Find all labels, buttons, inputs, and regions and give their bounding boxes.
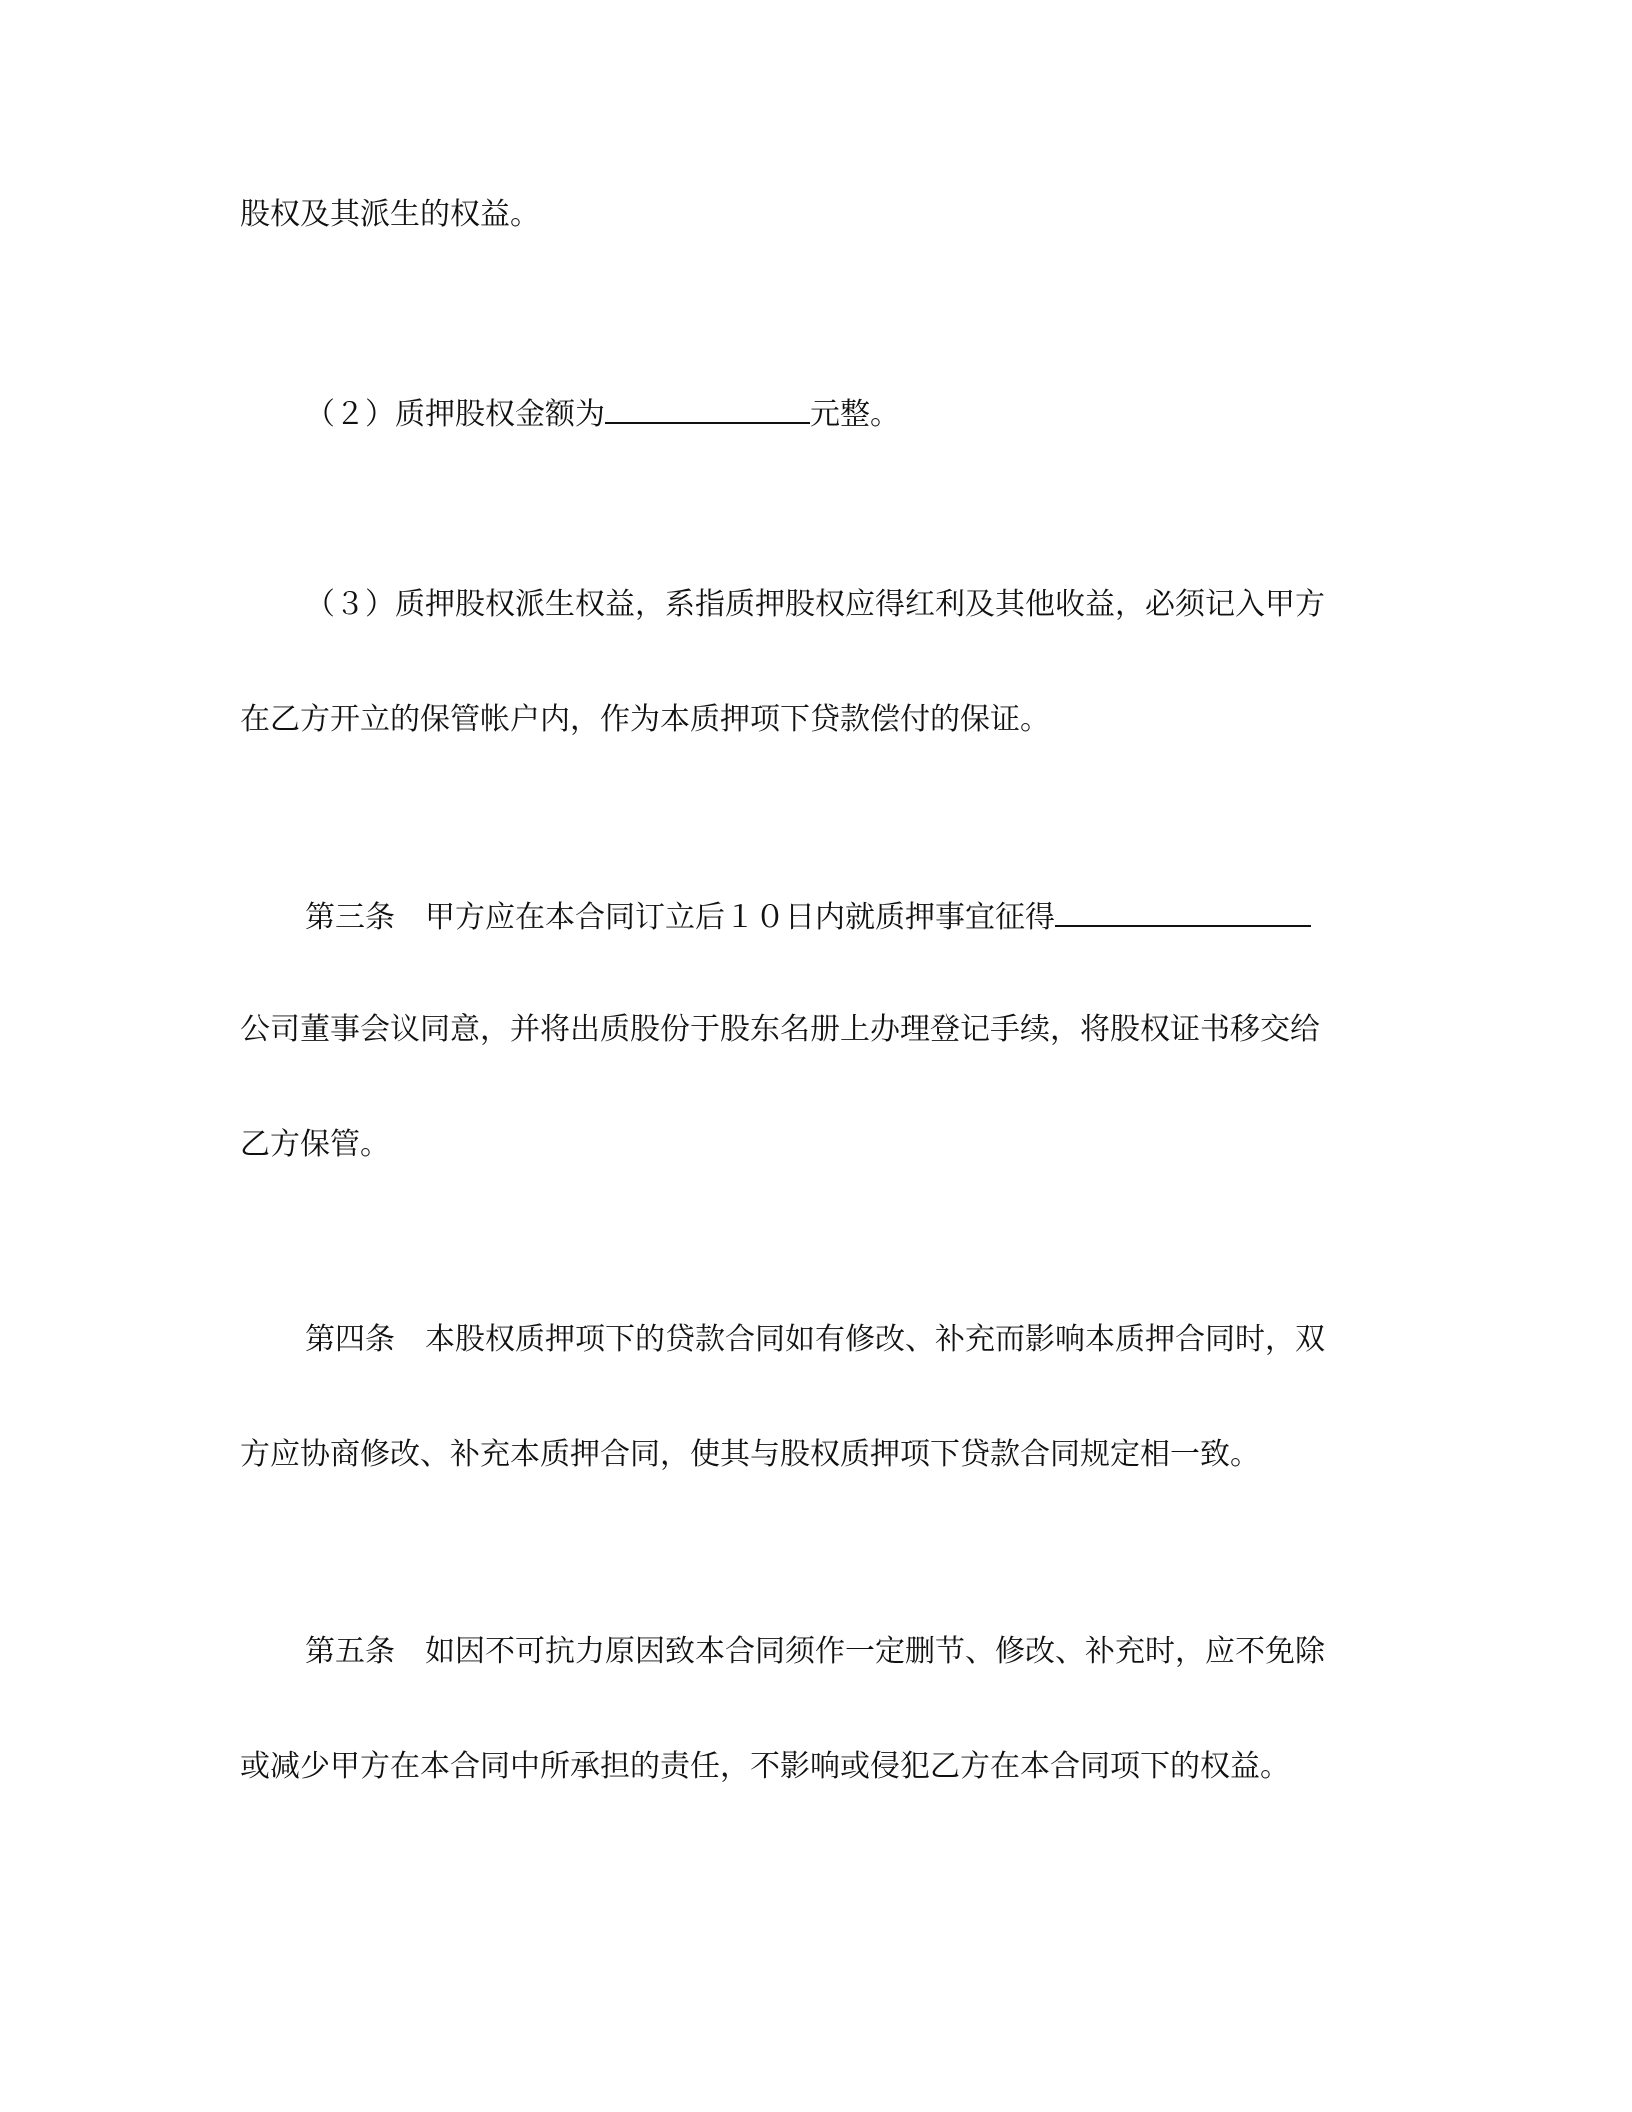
paragraph-line <box>240 1125 390 1165</box>
text: （２）质押股权金额为 <box>305 397 605 432</box>
article-label: 第四条 <box>305 1322 395 1357</box>
paragraph-line <box>305 585 1325 625</box>
text: 如因不可抗力原因致本合同须作一定删节、修改、补充时，应不免除 <box>425 1634 1325 1669</box>
company-blank <box>1055 895 1311 927</box>
amount-blank <box>605 392 810 424</box>
text: 或减少甲方在本合同中所承担的责任，不影响或侵犯乙方在本合同项下的权益。 <box>240 1749 1290 1784</box>
paragraph-line <box>305 1632 1325 1672</box>
paragraph-line <box>240 195 540 235</box>
paragraph-line <box>305 1320 1325 1360</box>
paragraph-line <box>240 700 1050 740</box>
text: 甲方应在本合同订立后１０日内就质押事宜征得 <box>425 900 1055 935</box>
text: 本股权质押项下的贷款合同如有修改、补充而影响本质押合同时，双 <box>425 1322 1325 1357</box>
paragraph-line <box>305 392 900 435</box>
text: 元整。 <box>810 397 900 432</box>
paragraph-line <box>240 1747 1290 1787</box>
article-label: 第五条 <box>305 1634 395 1669</box>
text: 方应协商修改、补充本质押合同，使其与股权质押项下贷款合同规定相一致。 <box>240 1437 1260 1472</box>
text: 股权及其派生的权益。 <box>240 197 540 232</box>
article-label: 第三条 <box>305 900 395 935</box>
paragraph-line <box>240 1435 1260 1475</box>
text: 公司董事会议同意，并将出质股份于股东名册上办理登记手续，将股权证书移交给 <box>240 1012 1320 1047</box>
text: 在乙方开立的保管帐户内，作为本质押项下贷款偿付的保证。 <box>240 702 1050 737</box>
paragraph-line <box>305 895 1311 938</box>
paragraph-line <box>240 1010 1320 1050</box>
text: 乙方保管。 <box>240 1127 390 1162</box>
text: （３）质押股权派生权益，系指质押股权应得红利及其他收益，必须记入甲方 <box>305 587 1325 622</box>
